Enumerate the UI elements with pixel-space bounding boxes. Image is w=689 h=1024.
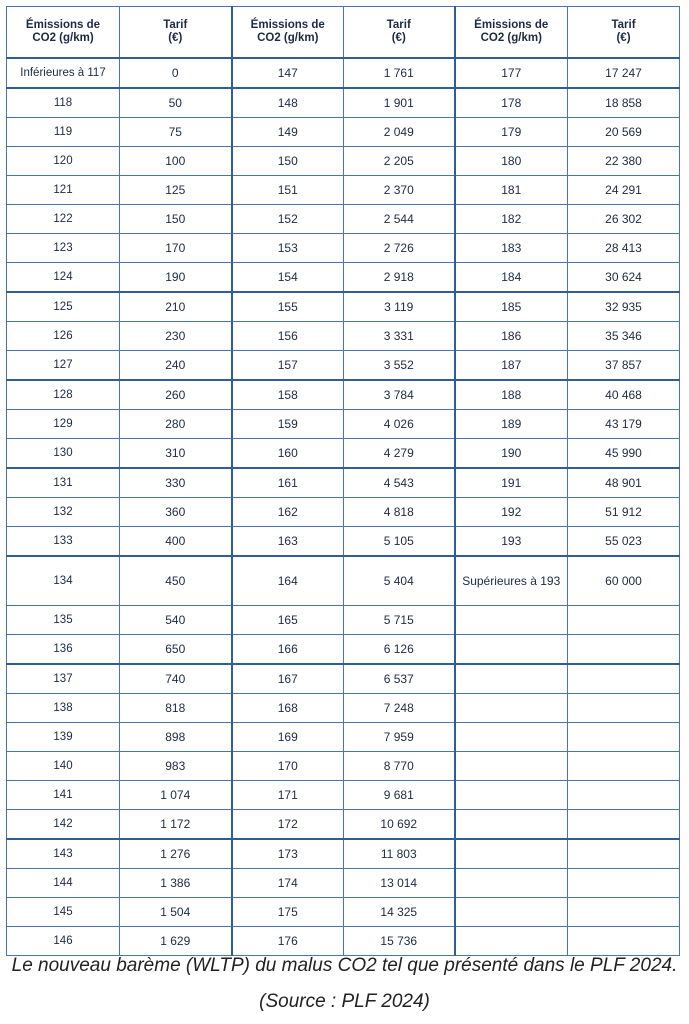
- cell-emissions: 171: [232, 781, 344, 810]
- header-line: (€): [616, 32, 631, 44]
- table-row: [7, 205, 680, 234]
- header-line: Tarif: [163, 19, 188, 31]
- cell-tarif: [568, 694, 680, 723]
- cell-emissions: 126: [7, 322, 120, 351]
- cell-emissions: 149: [232, 118, 344, 147]
- cell-tarif: 1 504: [120, 898, 232, 927]
- table-row: [7, 351, 680, 381]
- cell-emissions: 124: [7, 263, 120, 293]
- header-line: CO2 (g/km): [257, 32, 319, 44]
- cell-emissions: 142: [7, 810, 120, 840]
- cell-emissions: Supérieures à 193: [455, 556, 568, 606]
- cell-tarif: 17 247: [568, 58, 680, 88]
- cell-emissions: 174: [232, 869, 344, 898]
- cell-emissions: 138: [7, 694, 120, 723]
- cell-tarif: 450: [120, 556, 232, 606]
- cell-tarif: 230: [120, 322, 232, 351]
- cell-emissions: 172: [232, 810, 344, 840]
- cell-emissions: 180: [455, 147, 568, 176]
- cell-tarif: 100: [120, 147, 232, 176]
- cell-emissions: 119: [7, 118, 120, 147]
- table-row: [7, 439, 680, 469]
- cell-emissions: [455, 810, 568, 840]
- cell-tarif: 10 692: [344, 810, 455, 840]
- cell-emissions: 146: [7, 927, 120, 956]
- cell-tarif: 7 959: [344, 723, 455, 752]
- cell-tarif: [568, 781, 680, 810]
- cell-emissions: 139: [7, 723, 120, 752]
- header-line: Émissions de: [250, 19, 325, 31]
- cell-emissions: 136: [7, 635, 120, 665]
- cell-tarif: 360: [120, 498, 232, 527]
- cell-emissions: [455, 839, 568, 869]
- header-tarif: [568, 7, 680, 59]
- cell-tarif: 60 000: [568, 556, 680, 606]
- cell-emissions: 191: [455, 468, 568, 498]
- cell-emissions: 184: [455, 263, 568, 293]
- table-row: [7, 468, 680, 498]
- cell-emissions: 123: [7, 234, 120, 263]
- table-row: [7, 898, 680, 927]
- cell-tarif: 26 302: [568, 205, 680, 234]
- cell-tarif: 190: [120, 263, 232, 293]
- cell-tarif: 6 537: [344, 664, 455, 694]
- cell-emissions: 127: [7, 351, 120, 381]
- cell-tarif: 3 552: [344, 351, 455, 381]
- cell-tarif: [568, 869, 680, 898]
- figure-caption: Le nouveau barème (WLTP) du malus CO2 tel que présenté dans le PLF 2024. (Source : PLF 2024): [11, 955, 678, 1012]
- cell-emissions: 147: [232, 58, 344, 88]
- cell-tarif: 30 624: [568, 263, 680, 293]
- table-row: [7, 723, 680, 752]
- cell-emissions: 183: [455, 234, 568, 263]
- table-row: [7, 781, 680, 810]
- cell-emissions: 188: [455, 380, 568, 410]
- table-row: [7, 263, 680, 293]
- table-row: [7, 869, 680, 898]
- cell-tarif: 4 818: [344, 498, 455, 527]
- cell-emissions: 186: [455, 322, 568, 351]
- cell-tarif: 75: [120, 118, 232, 147]
- cell-tarif: 2 205: [344, 147, 455, 176]
- cell-emissions: [455, 635, 568, 665]
- cell-tarif: 0: [120, 58, 232, 88]
- cell-emissions: 150: [232, 147, 344, 176]
- table-row: [7, 664, 680, 694]
- cell-tarif: [568, 635, 680, 665]
- cell-emissions: 145: [7, 898, 120, 927]
- cell-tarif: 170: [120, 234, 232, 263]
- cell-emissions: 163: [232, 527, 344, 557]
- cell-emissions: 133: [7, 527, 120, 557]
- cell-tarif: 55 023: [568, 527, 680, 557]
- cell-tarif: 330: [120, 468, 232, 498]
- header-line: CO2 (g/km): [480, 32, 542, 44]
- cell-tarif: [568, 810, 680, 840]
- cell-tarif: 7 248: [344, 694, 455, 723]
- cell-tarif: 1 629: [120, 927, 232, 956]
- cell-emissions: 173: [232, 839, 344, 869]
- cell-tarif: 6 126: [344, 635, 455, 665]
- cell-tarif: [568, 723, 680, 752]
- cell-tarif: 14 325: [344, 898, 455, 927]
- cell-emissions: 187: [455, 351, 568, 381]
- cell-tarif: 740: [120, 664, 232, 694]
- cell-emissions: 181: [455, 176, 568, 205]
- cell-tarif: 540: [120, 606, 232, 635]
- cell-emissions: 118: [7, 88, 120, 118]
- header-emissions: [455, 7, 568, 59]
- cell-tarif: 40 468: [568, 380, 680, 410]
- cell-tarif: [568, 898, 680, 927]
- cell-tarif: 13 014: [344, 869, 455, 898]
- cell-emissions: [455, 664, 568, 694]
- cell-emissions: 176: [232, 927, 344, 956]
- table-row: [7, 606, 680, 635]
- cell-tarif: 15 736: [344, 927, 455, 956]
- cell-tarif: 898: [120, 723, 232, 752]
- cell-emissions: [455, 723, 568, 752]
- table-row: [7, 380, 680, 410]
- cell-tarif: 1 074: [120, 781, 232, 810]
- cell-emissions: 182: [455, 205, 568, 234]
- cell-tarif: 9 681: [344, 781, 455, 810]
- cell-tarif: 1 901: [344, 88, 455, 118]
- cell-emissions: 157: [232, 351, 344, 381]
- cell-emissions: 155: [232, 292, 344, 322]
- cell-emissions: 177: [455, 58, 568, 88]
- header-tarif: [120, 7, 232, 59]
- cell-emissions: 160: [232, 439, 344, 469]
- cell-tarif: 3 331: [344, 322, 455, 351]
- cell-tarif: 8 770: [344, 752, 455, 781]
- table-header-row: [7, 7, 680, 59]
- header-line: Tarif: [386, 19, 411, 31]
- cell-tarif: 43 179: [568, 410, 680, 439]
- cell-tarif: 310: [120, 439, 232, 469]
- cell-tarif: [568, 606, 680, 635]
- header-emissions: [7, 7, 120, 59]
- cell-tarif: 1 386: [120, 869, 232, 898]
- cell-tarif: 2 370: [344, 176, 455, 205]
- table-row: [7, 498, 680, 527]
- cell-tarif: 2 918: [344, 263, 455, 293]
- cell-tarif: 50: [120, 88, 232, 118]
- cell-tarif: 28 413: [568, 234, 680, 263]
- table-row: [7, 810, 680, 840]
- cell-tarif: 35 346: [568, 322, 680, 351]
- header-line: CO2 (g/km): [32, 32, 94, 44]
- cell-emissions: 192: [455, 498, 568, 527]
- cell-emissions: 168: [232, 694, 344, 723]
- cell-tarif: 5 404: [344, 556, 455, 606]
- cell-emissions: 159: [232, 410, 344, 439]
- cell-emissions: 190: [455, 439, 568, 469]
- cell-tarif: 280: [120, 410, 232, 439]
- cell-tarif: 37 857: [568, 351, 680, 381]
- cell-emissions: 161: [232, 468, 344, 498]
- cell-tarif: 51 912: [568, 498, 680, 527]
- cell-tarif: 1 172: [120, 810, 232, 840]
- cell-emissions: 144: [7, 869, 120, 898]
- cell-emissions: 148: [232, 88, 344, 118]
- cell-tarif: 210: [120, 292, 232, 322]
- table-row: [7, 147, 680, 176]
- cell-emissions: 151: [232, 176, 344, 205]
- cell-tarif: [568, 752, 680, 781]
- table-row: [7, 410, 680, 439]
- cell-tarif: [568, 839, 680, 869]
- cell-emissions: 137: [7, 664, 120, 694]
- cell-tarif: 32 935: [568, 292, 680, 322]
- cell-emissions: 121: [7, 176, 120, 205]
- cell-tarif: 20 569: [568, 118, 680, 147]
- cell-tarif: 11 803: [344, 839, 455, 869]
- cell-emissions: 153: [232, 234, 344, 263]
- cell-emissions: 132: [7, 498, 120, 527]
- table-row: [7, 635, 680, 665]
- cell-tarif: 4 543: [344, 468, 455, 498]
- cell-emissions: 141: [7, 781, 120, 810]
- cell-emissions: 166: [232, 635, 344, 665]
- cell-tarif: 4 026: [344, 410, 455, 439]
- cell-emissions: 129: [7, 410, 120, 439]
- cell-emissions: 120: [7, 147, 120, 176]
- cell-tarif: 1 761: [344, 58, 455, 88]
- cell-tarif: 240: [120, 351, 232, 381]
- malus-co2-table: [6, 6, 680, 956]
- cell-emissions: [455, 869, 568, 898]
- cell-tarif: 2 726: [344, 234, 455, 263]
- header-tarif: [344, 7, 455, 59]
- cell-tarif: 818: [120, 694, 232, 723]
- cell-tarif: 24 291: [568, 176, 680, 205]
- header-line: (€): [168, 32, 183, 44]
- cell-emissions: 152: [232, 205, 344, 234]
- cell-emissions: [455, 694, 568, 723]
- cell-tarif: 18 858: [568, 88, 680, 118]
- table-body: [7, 58, 680, 956]
- cell-emissions: 125: [7, 292, 120, 322]
- cell-emissions: 185: [455, 292, 568, 322]
- cell-emissions: 162: [232, 498, 344, 527]
- cell-emissions: 178: [455, 88, 568, 118]
- cell-tarif: 5 105: [344, 527, 455, 557]
- cell-emissions: 130: [7, 439, 120, 469]
- cell-emissions: [455, 781, 568, 810]
- table-row: [7, 234, 680, 263]
- cell-emissions: 134: [7, 556, 120, 606]
- cell-emissions: 175: [232, 898, 344, 927]
- cell-emissions: 167: [232, 664, 344, 694]
- cell-emissions: 128: [7, 380, 120, 410]
- header-line: (€): [391, 32, 406, 44]
- cell-tarif: 125: [120, 176, 232, 205]
- cell-tarif: 5 715: [344, 606, 455, 635]
- cell-emissions: 165: [232, 606, 344, 635]
- cell-tarif: 2 049: [344, 118, 455, 147]
- cell-emissions: [455, 898, 568, 927]
- cell-emissions: 156: [232, 322, 344, 351]
- table-row: [7, 58, 680, 88]
- table-row: [7, 839, 680, 869]
- header-line: Tarif: [611, 19, 636, 31]
- cell-tarif: 2 544: [344, 205, 455, 234]
- cell-emissions: 158: [232, 380, 344, 410]
- cell-emissions: 154: [232, 263, 344, 293]
- cell-emissions: 164: [232, 556, 344, 606]
- cell-emissions: [455, 752, 568, 781]
- cell-tarif: 4 279: [344, 439, 455, 469]
- cell-tarif: [568, 664, 680, 694]
- cell-tarif: 150: [120, 205, 232, 234]
- cell-tarif: 1 276: [120, 839, 232, 869]
- cell-emissions: 140: [7, 752, 120, 781]
- cell-emissions: 143: [7, 839, 120, 869]
- table-row: [7, 118, 680, 147]
- header-line: Émissions de: [25, 19, 101, 31]
- table-row: [7, 752, 680, 781]
- cell-tarif: 400: [120, 527, 232, 557]
- cell-tarif: 48 901: [568, 468, 680, 498]
- cell-emissions: 189: [455, 410, 568, 439]
- table-row: [7, 527, 680, 557]
- cell-tarif: 260: [120, 380, 232, 410]
- table-row: [7, 322, 680, 351]
- table-row: [7, 176, 680, 205]
- cell-tarif: 45 990: [568, 439, 680, 469]
- table-row: [7, 694, 680, 723]
- cell-tarif: 650: [120, 635, 232, 665]
- table-row: [7, 292, 680, 322]
- cell-emissions: 179: [455, 118, 568, 147]
- cell-emissions: Inférieures à 117: [7, 58, 120, 88]
- cell-tarif: 22 380: [568, 147, 680, 176]
- cell-emissions: 169: [232, 723, 344, 752]
- cell-emissions: 170: [232, 752, 344, 781]
- cell-emissions: 131: [7, 468, 120, 498]
- cell-tarif: 983: [120, 752, 232, 781]
- header-emissions: [232, 7, 344, 59]
- cell-tarif: 3 119: [344, 292, 455, 322]
- cell-emissions: 135: [7, 606, 120, 635]
- cell-emissions: [455, 606, 568, 635]
- table-row: [7, 88, 680, 118]
- table-row: [7, 556, 680, 606]
- cell-emissions: 193: [455, 527, 568, 557]
- cell-emissions: 122: [7, 205, 120, 234]
- header-line: Émissions de: [474, 19, 549, 31]
- cell-tarif: 3 784: [344, 380, 455, 410]
